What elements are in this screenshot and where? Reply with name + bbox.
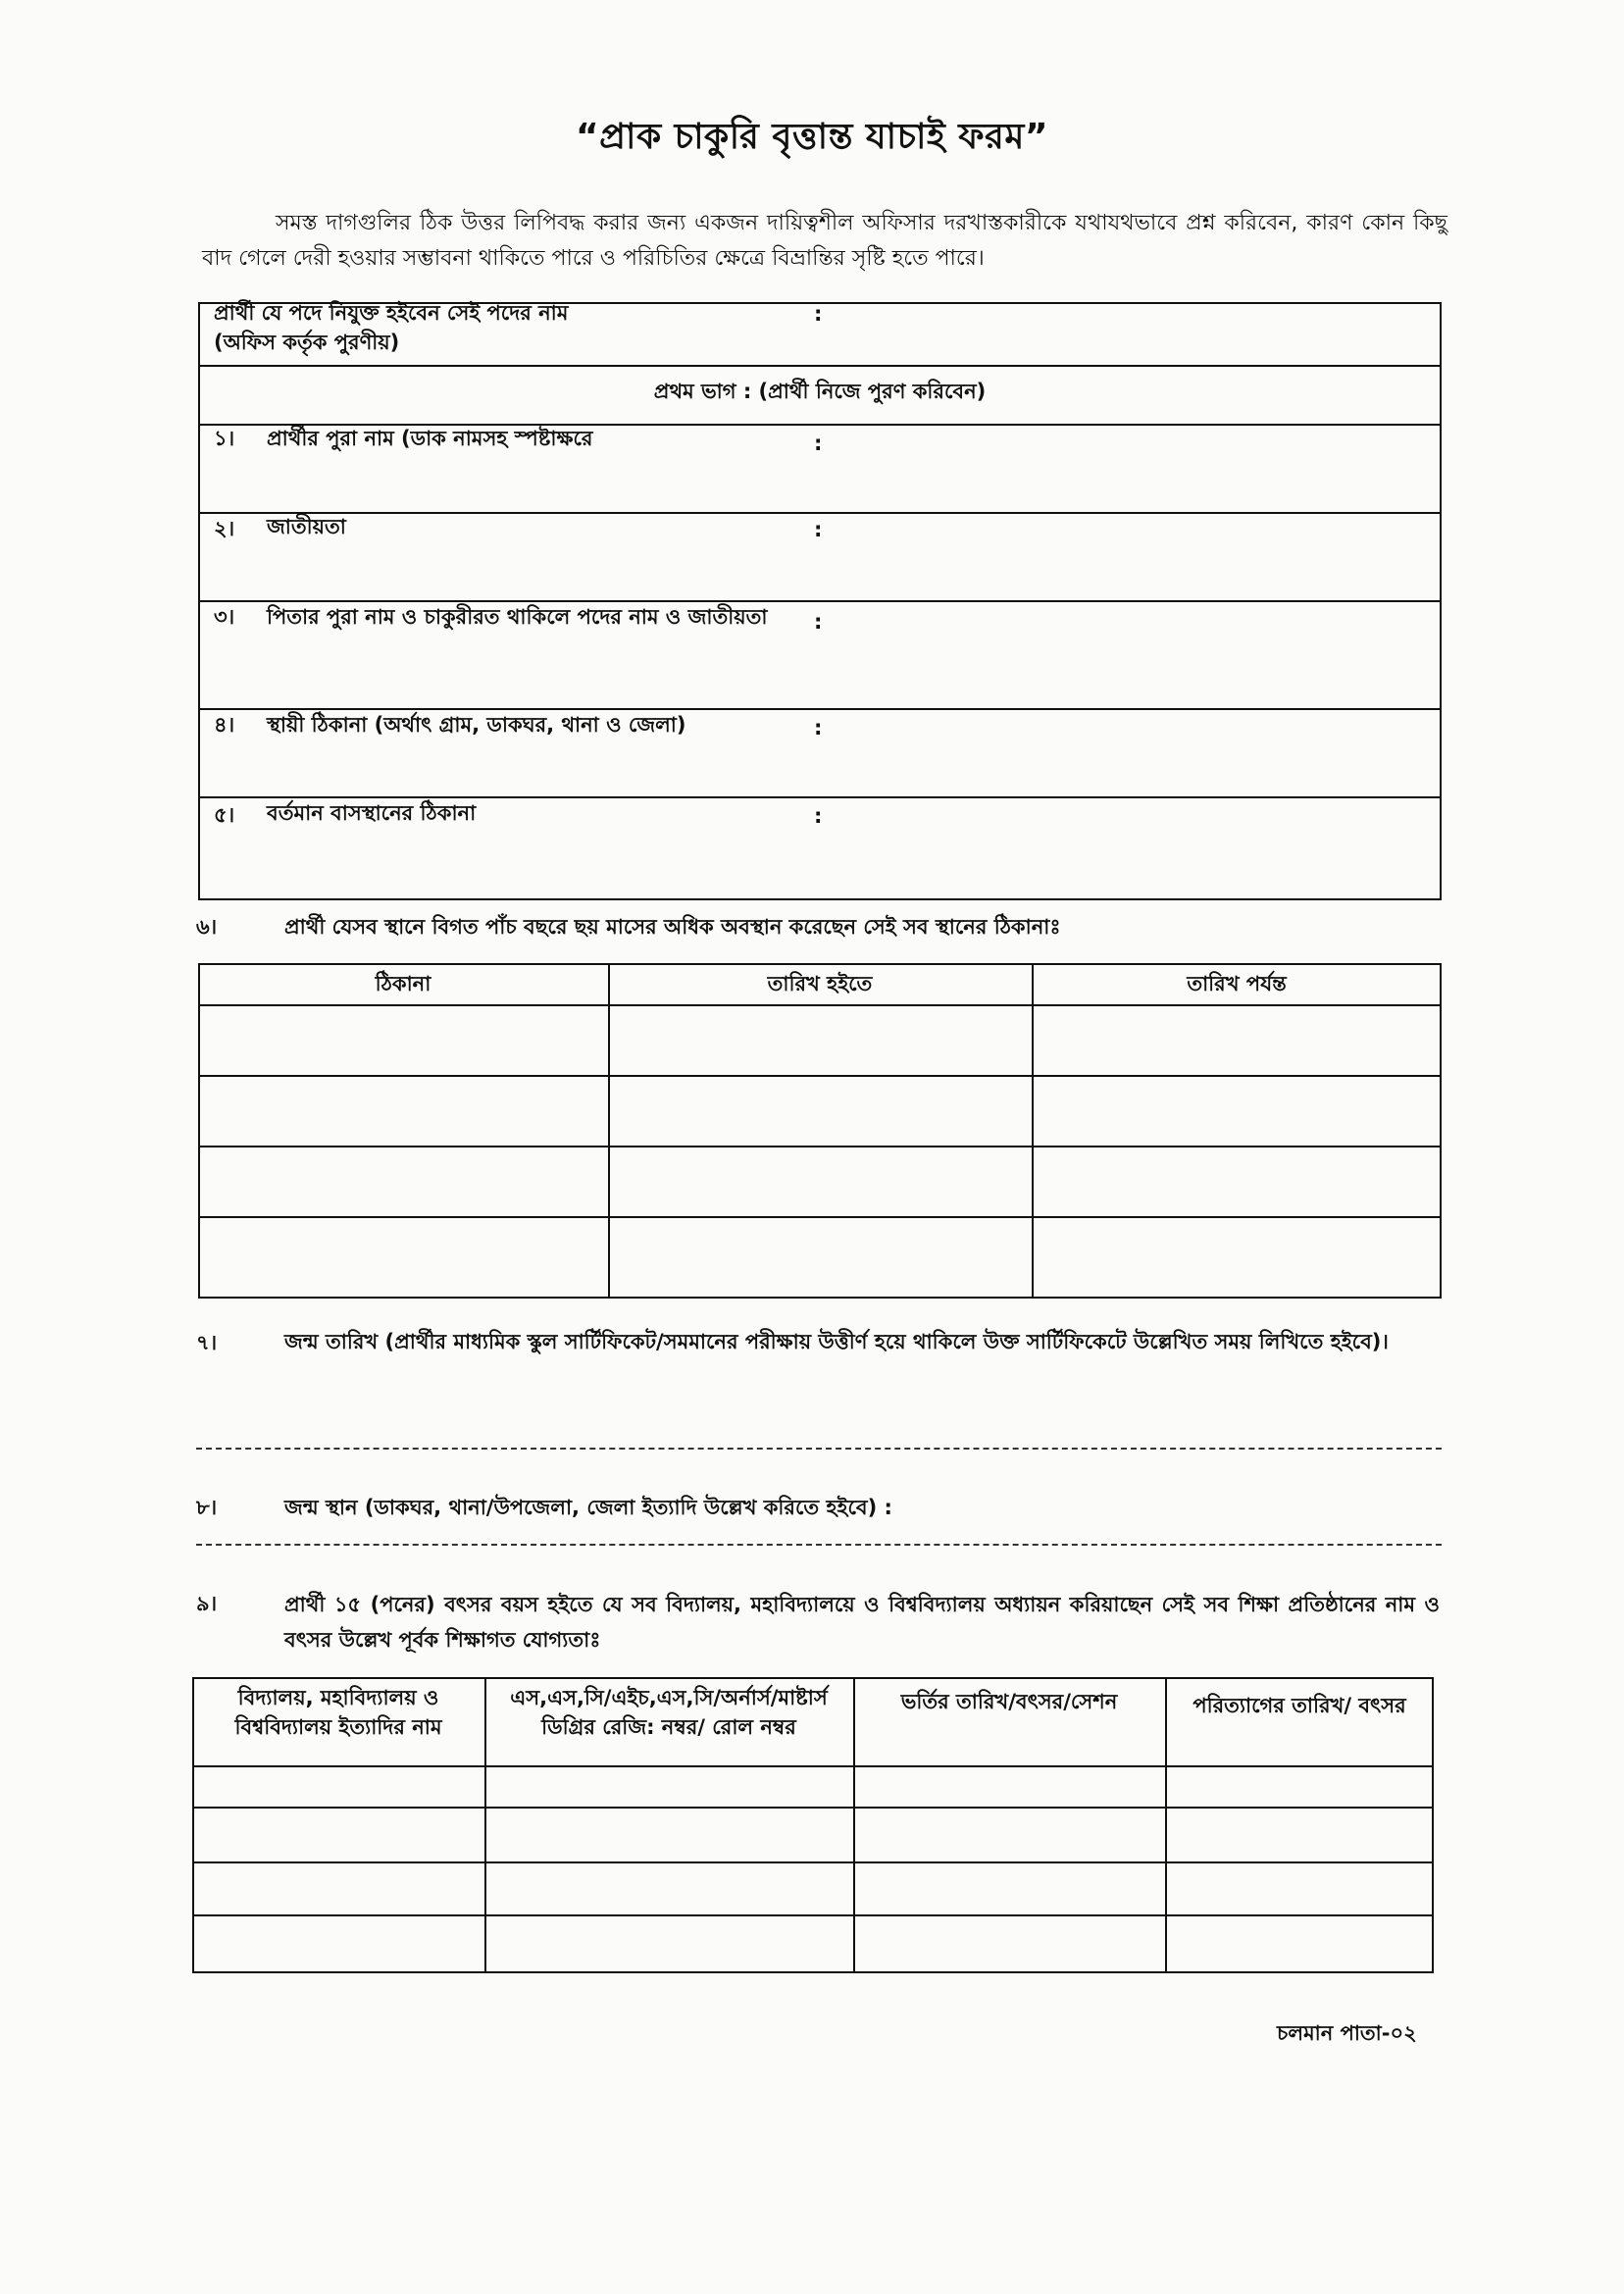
permanent-address-field[interactable]: : [814, 716, 823, 739]
q8-number: ৮। [196, 1496, 218, 1519]
q6-text: প্রার্থী যেসব স্থানে বিগত পাঁচ বছরে ছয় মাসের অধিক অবস্থান করেছেন সেই সব স্থানের ঠিকানাঃ [284, 915, 1061, 939]
item-3-label: পিতার পুরা নাম ও চাকুরীরত থাকিলে পদের নাম ও জাতীয়তা [267, 605, 768, 629]
item-4-label: স্থায়ী ঠিকানা (অর্থাৎ গ্রাম, ডাকঘর, থানা ও জেলা) [267, 713, 686, 737]
intro-paragraph [202, 206, 1447, 277]
q9-number: ৯। [196, 1592, 218, 1615]
item-2-number: ২। [214, 517, 235, 540]
full-name-field[interactable]: : [814, 432, 823, 455]
education-header-admission: ভর্তির তারিখ/বৎসর/সেশন [900, 1690, 1118, 1713]
item-5-number: ৫। [214, 803, 235, 827]
education-header-leaving: পরিত্যাগের তারিখ/ বৎসর [1193, 1694, 1406, 1717]
part1-heading: প্রথম ভাগ : (প্রার্থী নিজে পুরণ করিবেন) [653, 380, 987, 403]
father-info-field[interactable]: : [814, 610, 823, 634]
birth-date-line[interactable] [196, 1448, 1442, 1450]
item-3-number: ৩। [214, 605, 235, 629]
item-4-number: ৪। [214, 713, 235, 737]
residence-table [198, 963, 1442, 1299]
post-name-field[interactable]: : [814, 302, 823, 326]
item-5-label: বর্তমান বাসস্থানের ঠিকানা [267, 801, 477, 825]
residence-header-to: তারিখ পর্যন্ত [1187, 972, 1287, 995]
education-header-registration: এস,এস,সি/এইচ,এস,সি/অর্নার্স/মাষ্টার্স ডিগ্রির রেজি: নম্বর/ রোল নম্বর [510, 1686, 828, 1739]
residence-header-address: ঠিকানা [375, 972, 431, 995]
item-1-number: ১। [214, 427, 235, 450]
continued-page-note: চলমান পাতা-০২ [1277, 2021, 1417, 2045]
q8-text: জন্ম স্থান (ডাকঘর, থানা/উপজেলা, জেলা ইত্যাদি উল্লেখ করিতে হইবে) : [284, 1496, 892, 1519]
present-address-field[interactable]: : [814, 804, 823, 828]
item-2-label: জাতীয়তা [267, 515, 346, 538]
item-1-label: প্রার্থীর পুরা নাম (ডাক নামসহ স্পষ্টাক্ষরে [267, 427, 593, 450]
q7-number: ৭। [196, 1331, 218, 1354]
q7-text: জন্ম তারিখ (প্রার্থীর মাধ্যমিক স্কুল সার্টিফিকেট/সমমানের পরীক্ষায় উত্তীর্ণ হয়ে থাকিলে উক্ত সার্টিফিকেটে উল্লেখিত সময় লিখিতে হইবে)। [284, 1330, 1389, 1353]
q6-number: ৬। [196, 915, 218, 939]
birth-place-line[interactable] [196, 1544, 1442, 1546]
post-name-label: প্রার্থী যে পদে নিযুক্ত হইবেন সেই পদের নাম (অফিস কর্তৃক পুরণীয়) [214, 301, 569, 354]
education-header-institution: বিদ্যালয়, মহাবিদ্যালয় ও বিশ্ববিদ্যালয় ইত্যাদির নাম [234, 1686, 442, 1739]
intro-text: সমস্ত দাগগুলির ঠিক উত্তর লিপিবদ্ধ করার জন্য একজন দায়িত্বশীল অফিসার দরখাস্তকারীকে যথাযথভাবে প্রশ্ন করিবেন, কারণ কোন কিছু বাদ গেলে দেরী হওয়ার সম্ভাবনা থাকিতে পারে ও পরিচিতির ক্ষেত্রে বিভ্রান্তির সৃষ্টি হতে পারে। [202, 211, 1447, 271]
nationality-field[interactable]: : [814, 518, 823, 541]
q9-text: প্রার্থী ১৫ (পনের) বৎসর বয়স হইতে যে সব বিদ্যালয়, মহাবিদ্যালয়ে ও বিশ্ববিদ্যালয় অধ্যায়ন করিয়াছেন সেই সব শিক্ষা প্রতিষ্ঠানের নাম ও বৎসর উল্লেখ পূর্বক শিক্ষাগত যোগ্যতাঃ [284, 1593, 1440, 1652]
form-title: “প্রাক চাকুরি বৃত্তান্ত যাচাই ফরম” [575, 117, 1048, 157]
residence-header-from: তারিখ হইতে [767, 972, 873, 995]
